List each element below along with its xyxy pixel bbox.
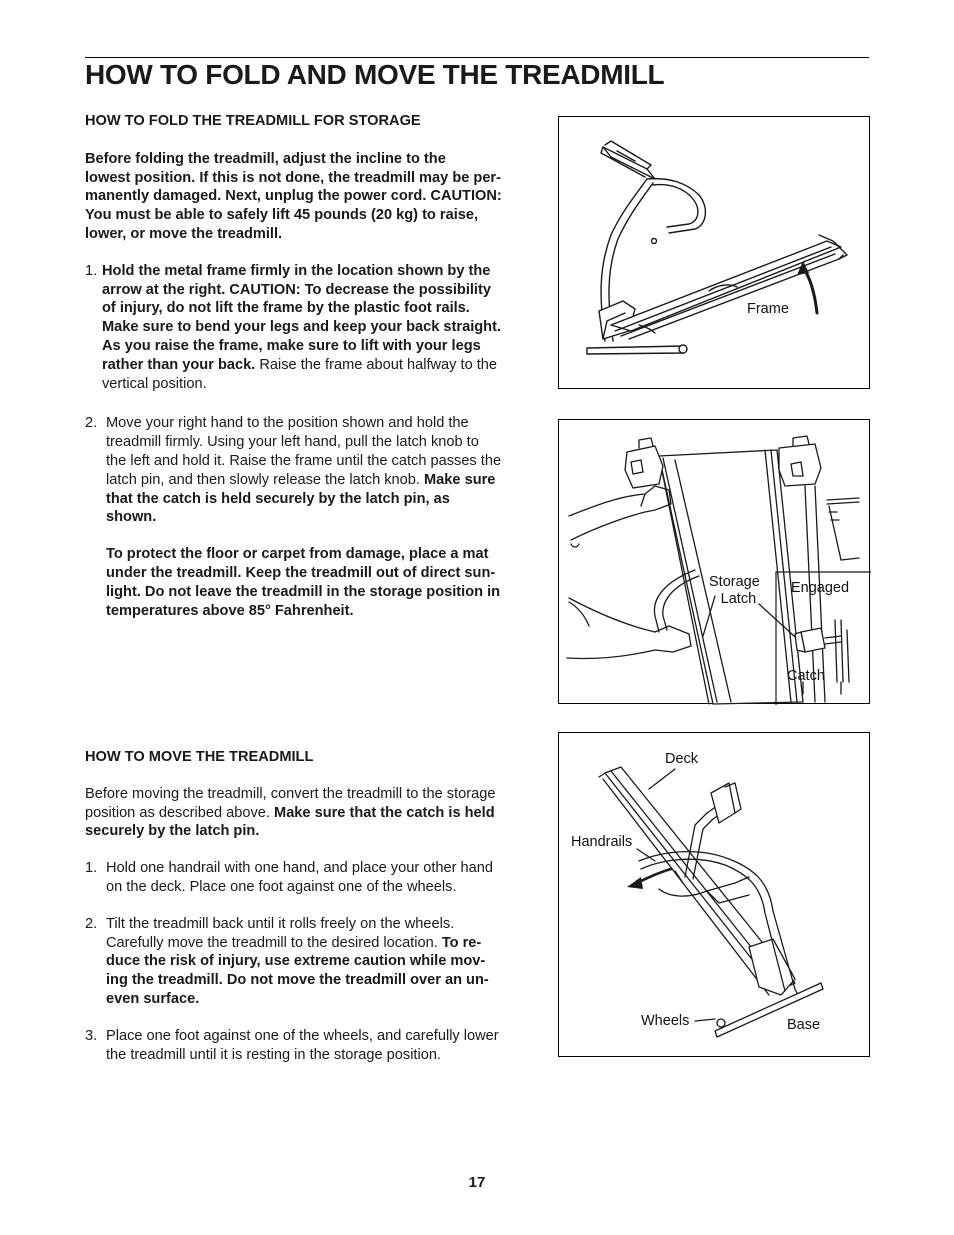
catch-label: Catch [787, 668, 825, 684]
step-number: 1. [85, 262, 98, 279]
move-heading: HOW TO MOVE THE TREADMILL [85, 749, 314, 765]
move-step-3: 3. Place one foot against one of the wheels, and carefully lower the treadmill until it is resting in the storage position. [85, 1027, 499, 1063]
step-number: 1. [85, 860, 98, 877]
wheels-label: Wheels [641, 1013, 690, 1029]
fold-protect-note: To protect the floor or carpet from damage, place a mat under the treadmill. Keep the treadmill out of direct sun- light. Do not leave the treadmill in the storage position in temperatures above 85° Fahrenheit. [106, 546, 501, 619]
step-number: 3. [85, 1027, 98, 1044]
treadmill-storage-illustration [559, 733, 871, 1058]
move-section [85, 748, 532, 1064]
base-label: Base [787, 1017, 821, 1033]
move-step-1: 1. Hold one handrail with one hand, and place your other hand on the deck. Place one foot against one of the wheels. [85, 860, 494, 895]
engaged-label: Engaged [791, 580, 850, 596]
page-title: HOW TO FOLD AND MOVE THE TREADMILL [85, 59, 665, 90]
fold-step-1: 1. Hold the metal frame firmly in the location shown by the arrow at the right. CAUTION: To decrease the possibility of injury, do not lift the frame by the plastic foot rails. Make sure to bend your legs and keep your back straight. As you raise the frame, make sure to lift with your legs rather than your back. Raise the frame about halfway to the vertical position. [85, 262, 502, 392]
fold-heading: HOW TO FOLD THE TREADMILL FOR STORAGE [85, 113, 421, 129]
fold-intro: Before folding the treadmill, adjust the incline to the lowest position. If this is not done, the treadmill may be per- manently damaged. Next, unplug the power cord. CAUTION: You must be able to safely lift 45 pounds (20 kg) to raise, lower, or move the treadmill. [85, 150, 502, 242]
move-step-2: 2. Tilt the treadmill back until it rolls freely on the wheels. Carefully move the treadmill to the desired location. To re- duce the risk of injury, use extreme caution while mov- ing the treadmill. Do not move the treadmill over an un- even surface. [85, 915, 489, 1007]
page-number: 17 [468, 1174, 486, 1191]
latch-illustration [559, 420, 871, 705]
treadmill-raise-illustration [559, 117, 871, 390]
storage-latch-label: Storage Latch [709, 574, 760, 607]
move-intro: Before moving the treadmill, convert the treadmill to the storage position as described above. Make sure that the catch is held securely by the latch pin. [85, 785, 496, 840]
step-number: 2. [85, 415, 98, 432]
fold-step-2: 2. Move your right hand to the position shown and hold the treadmill firmly. Using your left hand, pull the latch knob to the left and hold it. Raise the frame until the catch passes the latch pin, and then slowly release the latch knob. Make sure that the catch is held securely by the latch pin, as shown. [85, 415, 502, 526]
step-number: 2. [85, 915, 98, 932]
figure-move [558, 732, 870, 1057]
handrails-label: Handrails [571, 834, 633, 850]
deck-label: Deck [665, 751, 699, 767]
figure-fold-frame [558, 116, 870, 389]
figure-latch [558, 419, 870, 704]
fold-section [85, 112, 532, 620]
frame-label: Frame [747, 301, 789, 317]
